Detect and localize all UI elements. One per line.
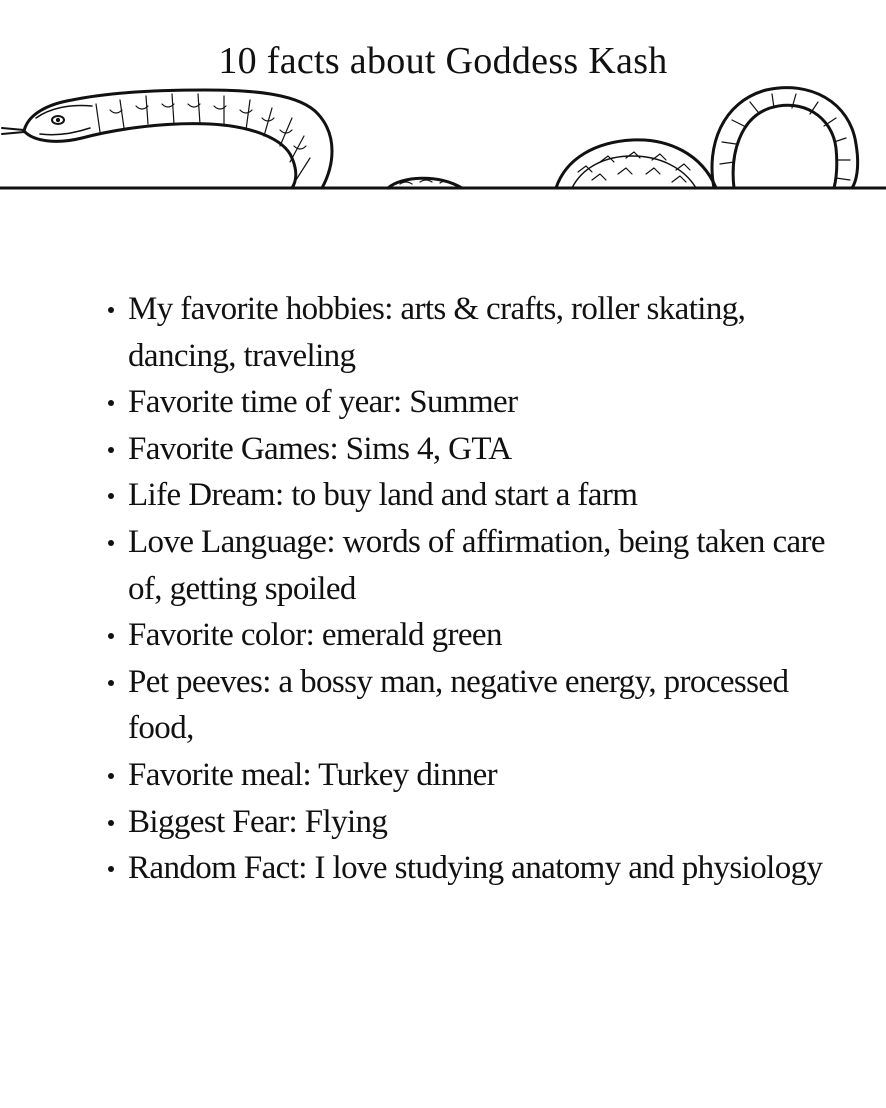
snake-illustration <box>0 84 886 194</box>
list-item: Pet peeves: a bossy man, negative energy, processed food, <box>128 659 828 752</box>
facts-list <box>100 286 828 892</box>
list-item: Random Fact: I love studying anatomy and physiology <box>128 845 828 892</box>
list-item: Favorite Games: Sims 4, GTA <box>128 426 828 473</box>
list-item: My favorite hobbies: arts & crafts, roller skating, dancing, traveling <box>128 286 828 379</box>
list-item: Life Dream: to buy land and start a farm <box>128 472 828 519</box>
page-title: 10 facts about Goddess Kash <box>218 40 668 82</box>
list-item: Love Language: words of affirmation, being taken care of, getting spoiled <box>128 519 828 612</box>
list-item: Favorite time of year: Summer <box>128 379 828 426</box>
list-item: Favorite color: emerald green <box>128 612 828 659</box>
list-item: Biggest Fear: Flying <box>128 799 828 846</box>
list-item: Favorite meal: Turkey dinner <box>128 752 828 799</box>
